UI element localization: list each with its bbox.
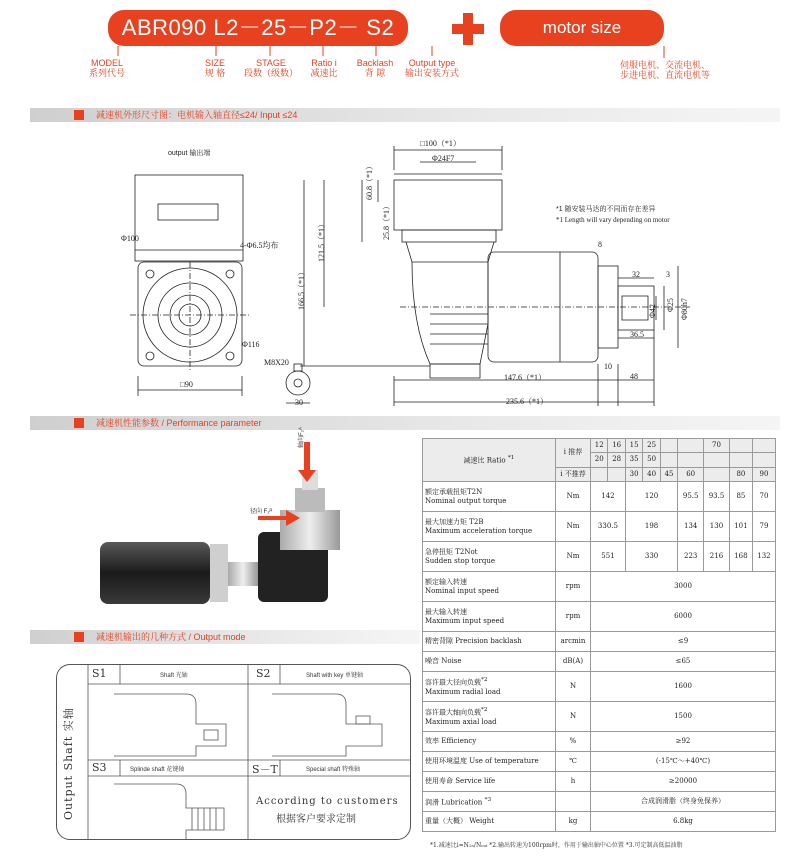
code-ratio: Ratio i 减速比 <box>310 58 338 78</box>
mode-st-desc: Special shaft 特殊轴 <box>306 767 361 773</box>
output-end-label: output 输出端 <box>168 150 211 157</box>
code-backlash: Backlash 背 隙 <box>356 58 394 78</box>
custom-en: According to customers <box>256 796 399 807</box>
table-row: 使用环境温度 Use of temperature ℃ (-15℃～+40℃) <box>423 752 776 772</box>
mode-s1: S1 <box>92 667 107 680</box>
dim-36-5: 36.5 <box>630 330 644 339</box>
table-row: 容许最大轴向负载$^{*2}$ Maximum axial load N 1500 <box>423 702 776 732</box>
dim-3: 3 <box>666 270 670 279</box>
table-row: 噪音 Noise dB(A) ≤65 <box>423 652 776 672</box>
product-photo <box>90 432 420 632</box>
custom-cn: 根据客户要求定制 <box>276 814 356 825</box>
dim-25-8: 25.8（*1） <box>382 202 391 240</box>
table-row: 效率 Efficiency % ≥92 <box>423 732 776 752</box>
dim-147-6: 147.6（*1） <box>504 373 546 382</box>
dim-d100: Φ100 <box>121 234 139 243</box>
dim-32: 32 <box>632 270 640 279</box>
section-performance <box>30 416 780 430</box>
table-footnote: *1.减速比i=N₁ₙ/Nₒᵤₜ *2.输出转速为100rpm时，作用于输出轴中心位置 *3.可定制高低温油脂 <box>430 842 683 849</box>
dim-121-5: 121.5（*1） <box>317 220 326 262</box>
mode-s3: S3 <box>92 761 107 774</box>
header-connectors <box>0 0 800 60</box>
motor-size-label: motor size <box>542 18 622 37</box>
section-output-mode-title: 减速机输出的几种方式 / Output mode <box>96 632 246 642</box>
dim-60-8: 60.8（*1） <box>365 162 374 200</box>
table-row: 重量（大概） Weight kg 6.8kg <box>423 812 776 832</box>
dim-d24: Φ24F7 <box>432 154 455 163</box>
table-row: 精密背隙 Precision backlash arcmin ≤9 <box>423 632 776 652</box>
dim-d25: Φ25 <box>666 298 675 312</box>
code-output-type: Output type 输出安装方式 <box>404 58 459 78</box>
table-row: 最大加速力矩 T2B Maximum acceleration torque Nm 330.5 198 134 130 101 79 <box>423 512 776 542</box>
radial-force-label: 径向 F₂ᴿ <box>250 509 273 515</box>
motor-types: 伺服电机、交流电机、 步进电机、直流电机等 <box>619 60 710 80</box>
dim-8: 8 <box>598 240 602 249</box>
dim-sq100: □100（*1） <box>420 139 461 148</box>
dim-holes: 4-Φ6.5均布 <box>240 241 279 250</box>
dim-d42: Φ42 <box>648 304 657 318</box>
section-performance-title: 减速机性能参数 / Performance parameter <box>96 418 262 428</box>
code-size: SIZE 规 格 <box>204 58 226 78</box>
dim-d80: Φ80h7 <box>680 298 689 320</box>
ratio-header: 减速比 Ratio $^{*1}$ <box>423 439 556 482</box>
table-row: 额定输入转速 Nominal input speed rpm 3000 <box>423 572 776 602</box>
table-row: 润滑 Lubrication $^{*3}$ 合成润滑脂（终身免保养） <box>423 792 776 812</box>
mode-st: S－T <box>252 763 278 776</box>
table-row: 额定承载扭矩T2N Nominal output torque Nm 142 120 95.5 93.5 85 70 <box>423 482 776 512</box>
mode-s3-desc: Splinde shaft 花键轴 <box>130 767 185 773</box>
dimension-drawing <box>0 124 800 414</box>
spec-table: 减速比 Ratio $^{*1}$ i 推荐 12 16 15 25 70 20 28 35 50 i 不推荐 30 40 45 60 80 90 额定承载扭矩T2N Nominal output torque Nm 142 120 95.5 93.5 85 70 最大加速力矩 T2B Maximum acceleration torque Nm 330.5 198 134 130 101 79 急停扭矩 T2Not Sudden stop torque Nm 551 330 223 216 168 132 额定输入转速 Nominal input speed rpm 3000 最大输入转速 Maximum input speed rpm 6000 精密背隙 Precision backlash arcmin ≤9 噪音 Noise dB(A) ≤65 容许最大径向负载$^{*2}$ Maximum radial load N 1600 容许最大轴向负载$^{*2}$ Maximum axial load N 1500 效率 Efficiency % ≥92 使用环境温度 Use of temperature ℃ (-15℃～+40℃) 使用寿命 Service life h ≥20000 润滑 Lubrication $^{*3}$ 合成润滑脂（终身免保养） 重量（大概） Weight kg 6.8kg <box>422 438 776 832</box>
table-row: 容许最大径向负载$^{*2}$ Maximum radial load N 1600 <box>423 672 776 702</box>
table-row: 急停扭矩 T2Not Sudden stop torque Nm 551 330 223 216 168 132 <box>423 542 776 572</box>
section-output-mode <box>30 630 420 644</box>
code-stage: STAGE 段数（级数） <box>244 58 299 78</box>
mode-s1-desc: Shaft 光轴 <box>160 673 188 679</box>
table-row: 最大输入转速 Maximum input speed rpm 6000 <box>423 602 776 632</box>
section-dimensions <box>30 108 780 122</box>
code-model: MODEL 系列代号 <box>88 58 125 78</box>
table-row: 使用寿命 Service life h ≥20000 <box>423 772 776 792</box>
nonrec-label: i 不推荐 <box>556 467 591 481</box>
dim-235-6: 235.6（*1） <box>506 397 548 406</box>
rec-label: i 推荐 <box>556 439 591 468</box>
dim-d116: Φ116 <box>242 340 260 349</box>
note-en: *1 Length will vary depending on motor <box>556 216 670 224</box>
mode-s2: S2 <box>256 667 271 680</box>
model-code: ABR090 L2－25－P2－ S2 <box>121 15 395 40</box>
dim-166-5: 166.5（*1） <box>297 268 306 310</box>
dim-sq90: □90 <box>180 380 193 389</box>
output-shaft-side-label: Output Shaft 实轴 <box>62 707 75 820</box>
dim-48: 48 <box>630 372 638 381</box>
section-dimensions-title: 减速机外形尺寸图：电机输入轴直径≤24/ Input ≤24 <box>96 110 298 120</box>
dim-10: 10 <box>604 362 612 371</box>
mode-s2-desc: Shaft with key 单键轴 <box>306 673 364 679</box>
note-cn: *1 随安装马达的不同而存在差异 <box>556 206 656 213</box>
dim-m8: M8X20 <box>264 358 289 367</box>
output-mode-grid <box>56 664 410 840</box>
dim-30: 30 <box>295 398 303 407</box>
axial-force-label: 轴向F₂ᴬ <box>299 427 305 448</box>
